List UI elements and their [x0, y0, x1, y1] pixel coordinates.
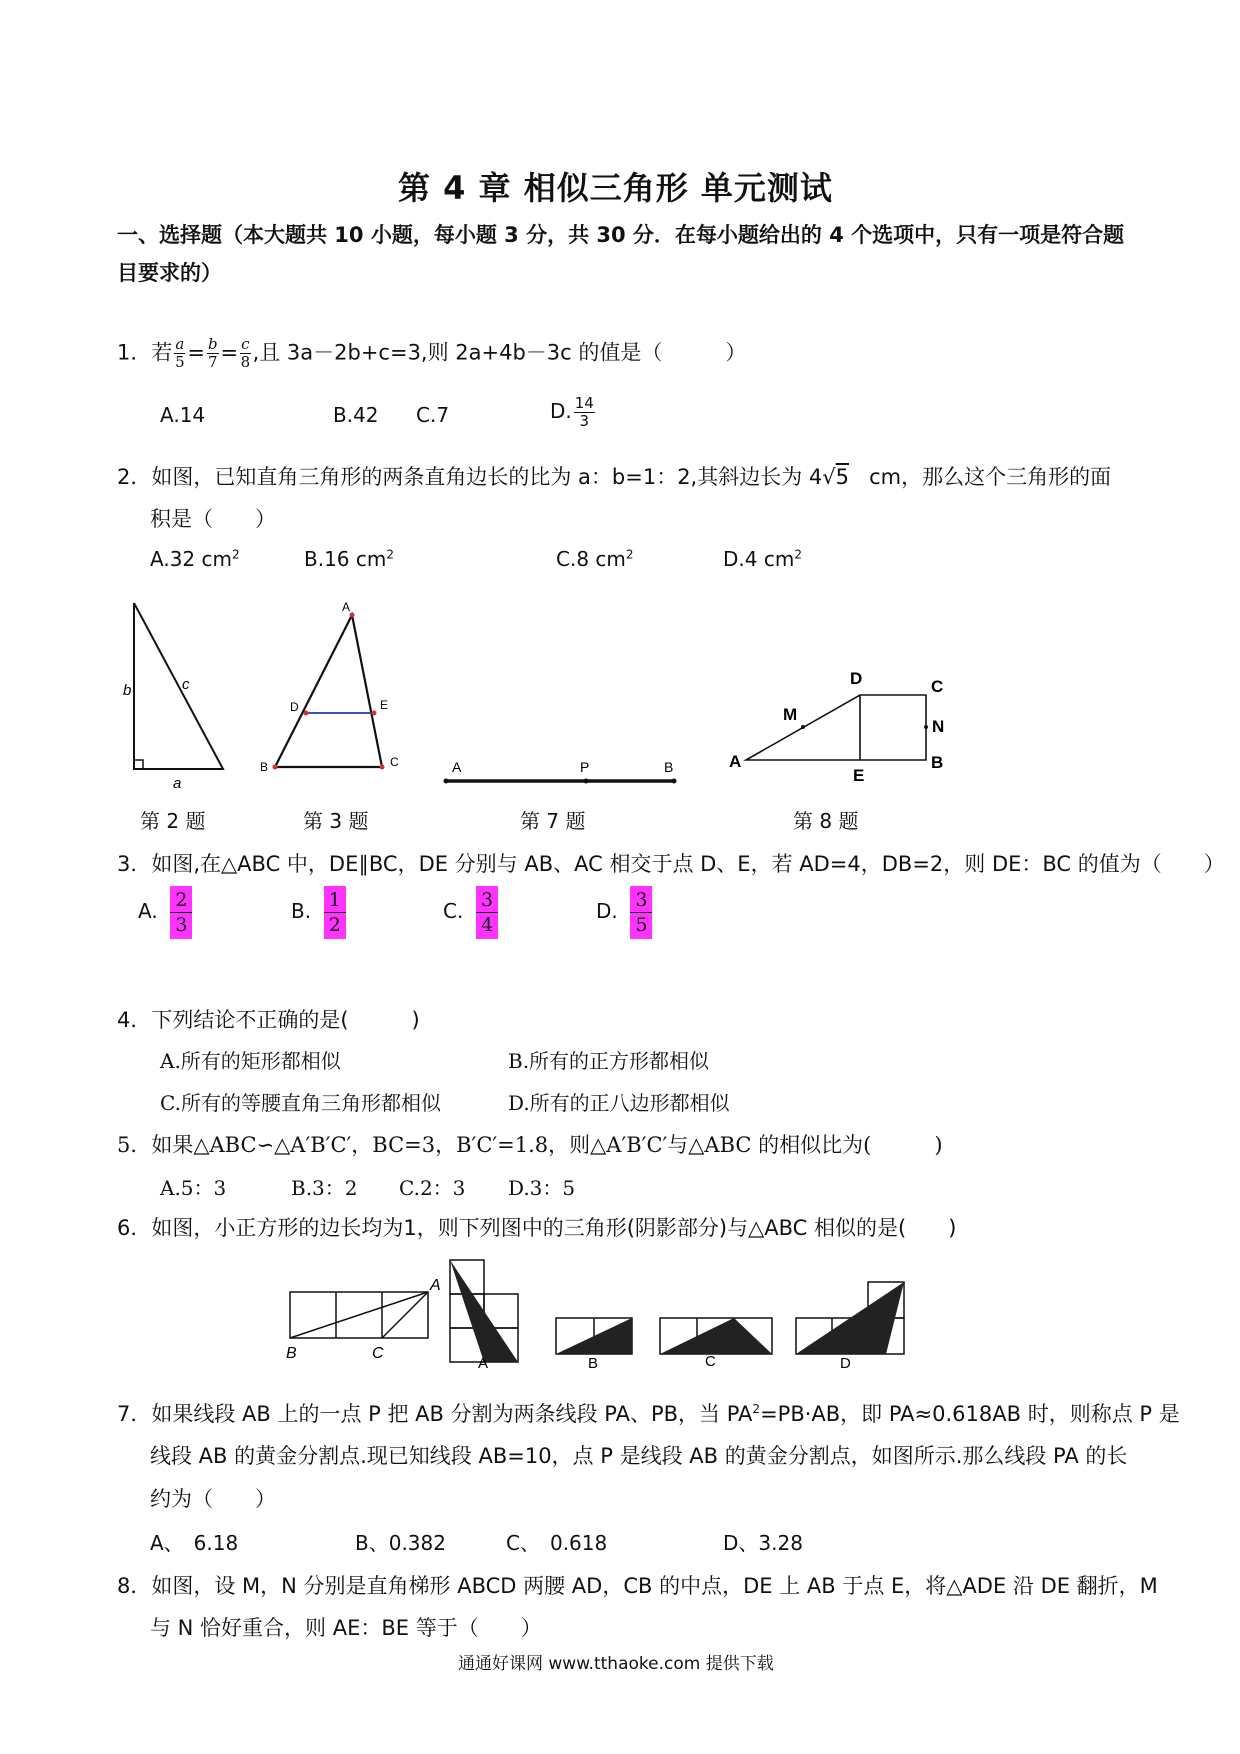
q1-option-a: A.14	[160, 403, 206, 427]
question-7-line2: 线段 AB 的黄金分割点.现已知线段 AB=10，点 P 是线段 AB 的黄金分割点，如图所示.那么线段 PA 的长	[150, 1444, 1128, 1468]
fig7-label-P: P	[580, 759, 590, 775]
figure-2-triangle	[123, 603, 223, 792]
fig8-label-M: M	[783, 705, 798, 724]
q1-rest: ,且 3a－2b+c=3,则 2a+4b－3c 的值是（ ）	[252, 340, 747, 365]
q6-ref-label-A: A	[430, 1277, 441, 1294]
page-footer: 通通好课网 www.tthaoke.com 提供下载	[458, 1654, 774, 1674]
question-3: 3．如图,在△ABC 中，DE∥BC，DE 分别与 AB、AC 相交于点 D、E，若 AD=4，DB=2，则 DE：BC 的值为（ ）	[117, 852, 1225, 876]
q3-option-c-label: C.	[443, 899, 464, 923]
q3-option-c-frac: $\frac{3}{4}$	[476, 886, 498, 939]
q4-option-a: A.所有的矩形都相似	[160, 1049, 341, 1073]
q6-reference-figure	[286, 1277, 441, 1362]
q2-sqrt: √5	[822, 465, 850, 489]
question-8-line1: 8．如图，设 M，N 分别是直角梯形 ABCD 两腰 AD，CB 的中点，DE 上 AB 于点 E，将△ADE 沿 DE 翻折，M	[117, 1574, 1158, 1598]
q6-option-d-label: D	[840, 1355, 851, 1370]
q2-text-b: cm，那么这个三角形的面	[869, 465, 1112, 489]
q2-option-c: C.8 $cm^2$	[556, 547, 634, 571]
q6-option-c-label: C	[705, 1353, 716, 1370]
q1-option-d	[550, 395, 597, 430]
q7-option-a: A、 6.18	[150, 1531, 239, 1555]
fig3-label-A: A	[342, 600, 351, 614]
page-title: 第 4 章 相似三角形 单元测试	[398, 169, 833, 207]
q3-option-a-frac: $\frac{2}{3}$	[170, 886, 192, 939]
section-heading-line2: 目要求的）	[117, 261, 222, 285]
q5-option-c: C.2：3	[399, 1176, 466, 1200]
q3-option-d	[596, 886, 652, 939]
fig8-label-E: E	[853, 766, 865, 785]
q5-option-a: A.5：3	[160, 1176, 227, 1200]
figure-7-segment	[444, 759, 677, 784]
fig3-label-E: E	[380, 698, 389, 712]
fig8-label-N: N	[932, 717, 945, 736]
fig8-label-C: C	[931, 677, 944, 696]
section-heading-line1: 一、选择题（本大题共 10 小题，每小题 3 分，共 30 分．在每小题给出的 4 个选项中，只有一项是符合题	[117, 223, 1125, 247]
q4-option-b: B.所有的正方形都相似	[508, 1049, 710, 1073]
fig2-label-b: b	[123, 682, 132, 699]
q6-option-a-label: A	[478, 1355, 489, 1370]
q3-option-a-label: A.	[138, 899, 158, 923]
question-1	[117, 336, 746, 371]
q1-frac-a: $\frac{a}{5}$	[175, 335, 185, 371]
figure-8-trapezoid	[729, 669, 944, 785]
q1-frac-b: $\frac{b}{7}$	[207, 335, 218, 371]
q3-option-b-frac: $\frac{1}{2}$	[324, 886, 346, 939]
q1-option-d-label: D.	[550, 399, 572, 423]
fig3-label-C: C	[390, 755, 399, 769]
question-2-line2: 积是（ ）	[150, 507, 276, 531]
q1-prefix: 1．若	[117, 340, 173, 365]
q6-figures	[280, 1252, 980, 1370]
q1-option-c: C.7	[416, 403, 450, 427]
q4-option-c: C.所有的等腰直角三角形都相似	[160, 1091, 441, 1115]
question-7-line1: 7．如果线段 AB 上的一点 P 把 AB 分割为两条线段 PA、PB，当 $PA^2=PB\cdot AB$，即 PA≈0.618AB 时，则称点 P 是	[117, 1402, 1180, 1426]
q6-option-c-figure	[660, 1318, 772, 1370]
q2-option-a: A.32 $cm^2$	[150, 547, 240, 571]
q4-option-d: D.所有的正八边形都相似	[508, 1091, 730, 1115]
fig2-label-c: c	[182, 676, 190, 693]
q6-option-d-figure	[796, 1282, 904, 1370]
q2-text-a: 2．如图，已知直角三角形的两条直角边长的比为 a：b=1：2,其斜边长为 4	[117, 465, 823, 489]
q3-option-b	[291, 886, 346, 939]
q5-option-d: D.3：5	[508, 1176, 576, 1200]
q1-option-d-frac: $\frac{14}{3}$	[574, 394, 594, 430]
question-5: 5．如果△ABC∽△A′B′C′，BC=3，B′C′=1.8，则△A′B′C′与△ABC 的相似比为( )	[117, 1133, 943, 1157]
fig8-label-A: A	[729, 752, 742, 771]
q7-option-d: D、3.28	[723, 1531, 803, 1555]
fig7-caption: 第 7 题	[520, 809, 586, 833]
q6-ref-label-C: C	[372, 1345, 384, 1362]
fig8-label-B: B	[931, 753, 944, 772]
q6-option-b-figure	[556, 1318, 632, 1370]
q6-option-b-label: B	[588, 1355, 599, 1370]
q1-option-b: B.42	[333, 403, 379, 427]
q6-ref-label-B: B	[286, 1345, 297, 1362]
fig3-label-B: B	[260, 760, 269, 774]
fig3-label-D: D	[290, 700, 299, 714]
question-7-line3: 约为（ ）	[150, 1487, 276, 1511]
fig7-label-B: B	[664, 759, 674, 775]
fig2-label-a: a	[173, 775, 182, 792]
q1-frac-c: $\frac{c}{8}$	[240, 335, 251, 371]
q1-eq: =	[187, 340, 205, 365]
figure-3-triangle	[260, 600, 399, 774]
q2-option-b: B.16 $cm^2$	[304, 547, 395, 571]
question-2-line1	[117, 461, 1111, 491]
q3-option-d-frac: $\frac{3}{5}$	[630, 886, 652, 939]
q5-option-b: B.3：2	[291, 1176, 358, 1200]
q2-option-d: D.4 $cm^2$	[723, 547, 802, 571]
q6-option-a-figure	[450, 1260, 518, 1370]
q7-option-b: B、0.382	[355, 1531, 446, 1555]
question-8-line2: 与 N 恰好重合，则 AE：BE 等于（ ）	[150, 1616, 542, 1640]
fig8-caption: 第 8 题	[793, 809, 859, 833]
question-4: 4．下列结论不正确的是( )	[117, 1008, 420, 1032]
q7-option-c: C、 0.618	[506, 1531, 608, 1555]
fig3-caption: 第 3 题	[303, 809, 369, 833]
figures-row	[120, 595, 1120, 795]
fig7-label-A: A	[452, 759, 462, 775]
fig2-caption: 第 2 题	[140, 809, 206, 833]
q3-option-c	[443, 886, 498, 939]
q1-eq: =	[220, 340, 239, 365]
q3-option-a	[138, 886, 192, 939]
q3-option-b-label: B.	[291, 899, 312, 923]
question-6: 6．如图，小正方形的边长均为1，则下列图中的三角形(阴影部分)与△ABC 相似的是( )	[117, 1216, 957, 1240]
fig8-label-D: D	[850, 669, 863, 688]
q3-option-d-label: D.	[596, 899, 618, 923]
